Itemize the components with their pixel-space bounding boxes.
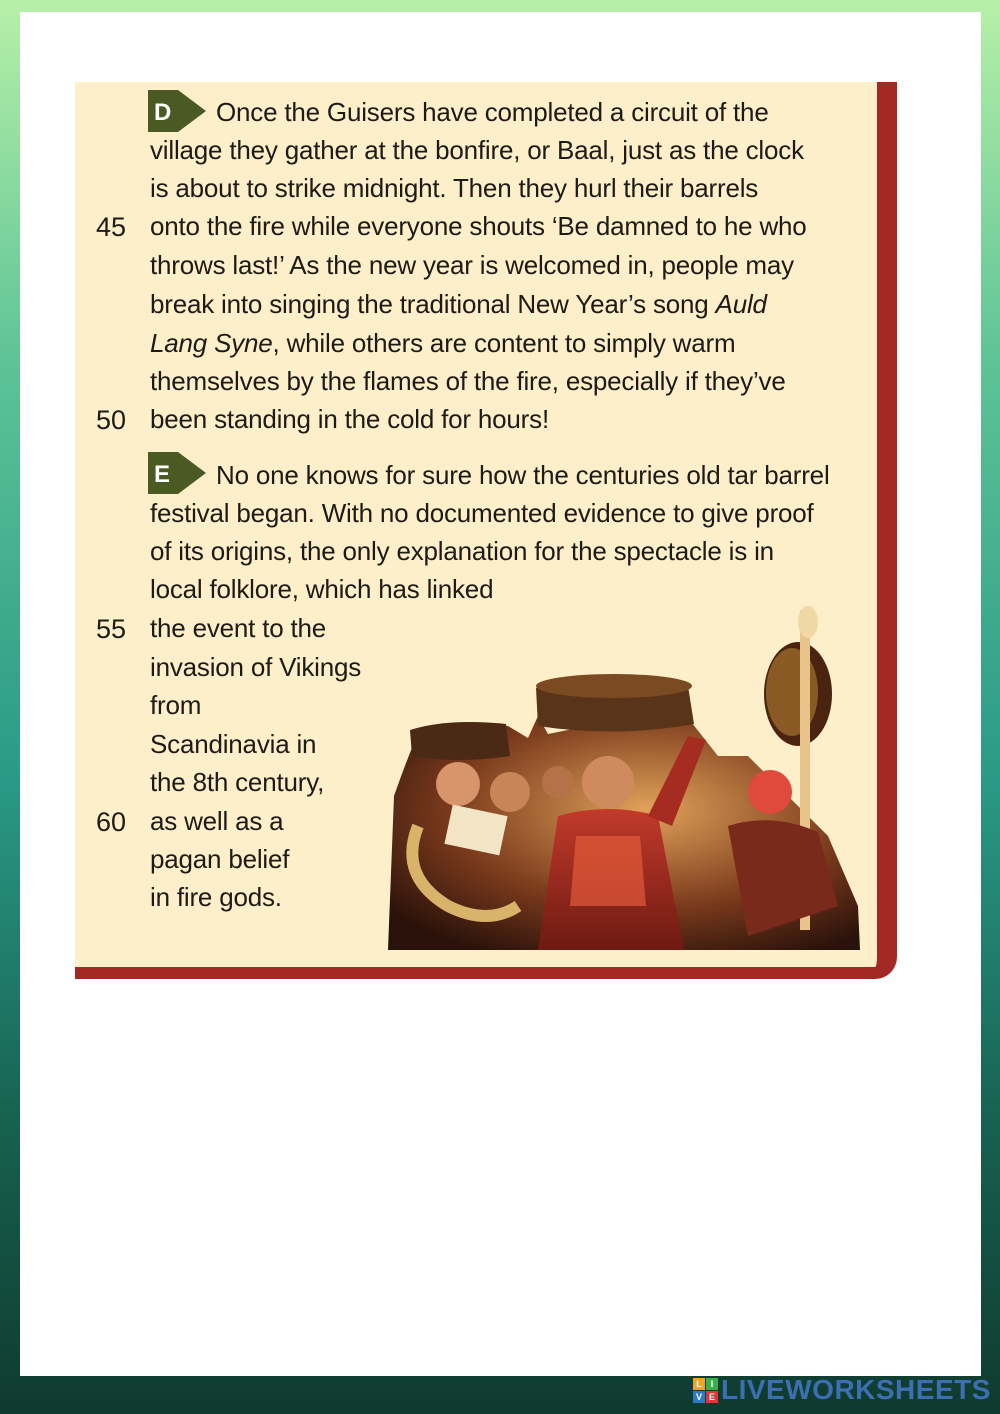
logo-tile: I bbox=[706, 1378, 718, 1390]
text-line: as well as a bbox=[150, 806, 284, 836]
text-segment: , while others are content to simply warm bbox=[272, 328, 736, 358]
text-line: festival began. With no documented evidence to give proof bbox=[150, 498, 814, 528]
text-line: local folklore, which has linked bbox=[150, 574, 494, 604]
paragraph-e-marker bbox=[148, 452, 206, 494]
logo-wordmark: LIVEWORKSHEETS bbox=[721, 1374, 991, 1405]
text-line bbox=[150, 289, 767, 319]
text-line: onto the fire while everyone shouts ‘Be damned to he who bbox=[150, 211, 807, 241]
text-line: Scandinavia in bbox=[150, 729, 317, 759]
text-line: the 8th century, bbox=[150, 767, 325, 797]
logo-tile: E bbox=[706, 1391, 718, 1403]
song-title: Lang Syne bbox=[150, 328, 273, 358]
text-line: of its origins, the only explanation for the spectacle is in bbox=[150, 536, 774, 566]
line-number: 55 bbox=[96, 614, 127, 644]
text-line: throws last!’ As the new year is welcomed in, people may bbox=[150, 250, 794, 280]
text-line: Once the Guisers have completed a circuit of the bbox=[216, 97, 769, 127]
logo-tiles-icon bbox=[693, 1378, 718, 1403]
logo-tile: V bbox=[693, 1391, 705, 1403]
line-number: 60 bbox=[96, 807, 127, 837]
text-line: village they gather at the bonfire, or Baal, just as the clock bbox=[150, 135, 804, 165]
text-line: pagan belief bbox=[150, 844, 290, 874]
text-line: been standing in the cold for hours! bbox=[150, 404, 549, 434]
text-line: from bbox=[150, 690, 202, 720]
text-line bbox=[150, 328, 735, 358]
line-number: 50 bbox=[96, 405, 127, 435]
text-segment: break into singing the traditional New Year’s song bbox=[150, 289, 716, 319]
liveworksheets-logo bbox=[693, 1376, 991, 1404]
paragraph-e-letter: E bbox=[154, 461, 171, 488]
text-line: in fire gods. bbox=[150, 882, 282, 912]
paragraph-d-letter: D bbox=[154, 99, 172, 126]
festival-photo bbox=[388, 606, 860, 950]
text-line: invasion of Vikings bbox=[150, 652, 362, 682]
song-title: Auld bbox=[715, 289, 767, 319]
text-line: No one knows for sure how the centuries old tar barrel bbox=[216, 460, 830, 490]
logo-tile: L bbox=[693, 1378, 705, 1390]
paragraph-d-marker bbox=[148, 90, 206, 132]
line-number: 45 bbox=[96, 212, 127, 242]
text-line: is about to strike midnight. Then they hurl their barrels bbox=[150, 173, 759, 203]
text-line: the event to the bbox=[150, 613, 327, 643]
text-line: themselves by the flames of the fire, especially if they’ve bbox=[150, 366, 786, 396]
